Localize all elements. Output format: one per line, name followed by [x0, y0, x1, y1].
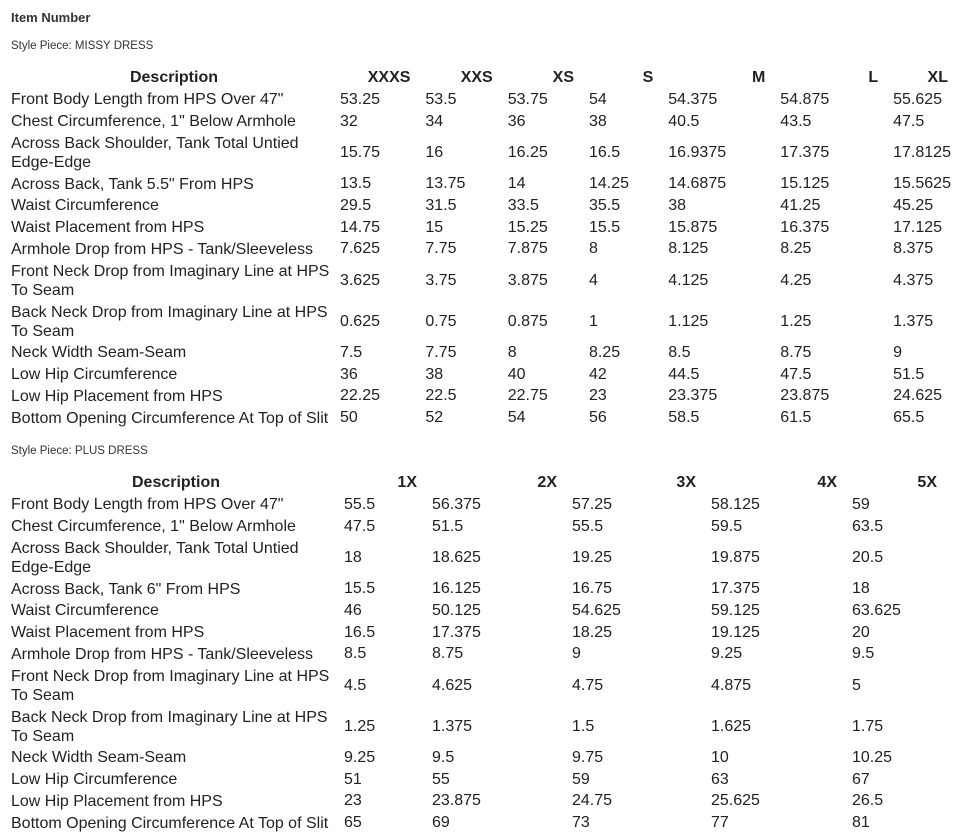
- measurement-value: 47.5: [780, 365, 812, 383]
- measurement-value: 19.875: [711, 548, 760, 566]
- measurement-description: Front Neck Drop from Imaginary Line at HPS To Seam: [11, 262, 330, 299]
- measurement-value: 63.5: [852, 517, 884, 535]
- measurement-value: 59.125: [711, 601, 760, 619]
- measurement-value: 45.25: [893, 196, 934, 214]
- measurement-value: 38: [425, 365, 444, 383]
- table-row: [8, 706, 949, 747]
- measurement-value: 8.125: [668, 240, 709, 258]
- measurement-value: 53.25: [339, 90, 380, 108]
- table-row: [8, 342, 960, 364]
- measurement-value: 22.5: [425, 387, 457, 405]
- measurement-value: 54.625: [572, 601, 621, 619]
- table-row: [8, 89, 960, 111]
- measurement-value: 1.25: [344, 717, 376, 735]
- table-row: [8, 747, 949, 769]
- measurement-value: 10.25: [852, 748, 893, 766]
- measurement-value: 15.125: [780, 175, 830, 193]
- table-row: [8, 537, 949, 578]
- table-row: [8, 132, 960, 173]
- measurement-value: 67: [852, 770, 870, 788]
- measurement-value: 14: [507, 175, 526, 193]
- measurement-value: 19.125: [711, 623, 760, 641]
- size-column-header: S: [642, 69, 654, 86]
- measurement-value: 0.625: [339, 312, 380, 330]
- size-column-header: 1X: [397, 474, 417, 491]
- measurement-value: 17.8125: [893, 143, 951, 161]
- missy-size-table: [8, 67, 960, 429]
- measurement-value: 17.375: [432, 623, 481, 641]
- measurement-value: 31.5: [425, 196, 457, 214]
- plus-size-table: [8, 472, 949, 834]
- measurement-value: 43.5: [780, 112, 812, 130]
- measurement-value: 18: [344, 548, 362, 566]
- measurement-description: Waist Circumference: [11, 602, 159, 620]
- measurement-value: 5: [852, 676, 861, 694]
- size-column-header: XXS: [460, 69, 493, 86]
- measurement-value: 63.625: [852, 601, 901, 619]
- measurement-value: 4.5: [344, 676, 367, 694]
- table-row: [8, 516, 949, 538]
- size-column-header: 3X: [676, 474, 696, 491]
- size-column-header: 5X: [917, 474, 937, 491]
- measurement-value: 55.5: [344, 495, 376, 513]
- measurement-value: 42: [588, 365, 607, 383]
- measurement-value: 4.875: [711, 676, 752, 694]
- table-row: [8, 494, 949, 516]
- measurement-description: Back Neck Drop from Imaginary Line at HPS To Seam: [11, 708, 328, 745]
- measurement-description: Waist Placement from HPS: [11, 219, 205, 237]
- measurement-value: 18: [852, 580, 870, 598]
- measurement-description: Across Back Shoulder, Tank Total Untied Edge-Edge: [11, 134, 299, 171]
- table-row: [8, 812, 949, 834]
- measurement-value: 18.25: [572, 623, 613, 641]
- table-row: [8, 238, 960, 260]
- measurement-value: 23: [588, 387, 607, 405]
- measurement-value: 40.5: [668, 112, 700, 130]
- measurement-value: 55.625: [893, 90, 943, 108]
- measurement-description: Neck Width Seam-Seam: [11, 344, 187, 362]
- measurement-value: 0.75: [425, 312, 457, 330]
- measurement-value: 69: [432, 814, 450, 832]
- measurement-value: 51: [344, 770, 362, 788]
- measurement-value: 22.25: [339, 387, 380, 405]
- measurement-value: 38: [668, 196, 687, 214]
- measurement-description: Neck Width Seam-Seam: [11, 749, 187, 767]
- measurement-value: 1.75: [852, 717, 884, 735]
- measurement-description: Back Neck Drop from Imaginary Line at HPS To Seam: [11, 303, 328, 340]
- measurement-value: 54: [588, 90, 607, 108]
- measurement-value: 51.5: [432, 517, 464, 535]
- measurement-value: 59: [852, 495, 870, 513]
- description-column-header: Description: [129, 69, 218, 86]
- measurement-value: 1: [588, 312, 598, 330]
- measurement-value: 56.375: [432, 495, 481, 513]
- table-row: [8, 665, 949, 706]
- measurement-value: 57.25: [572, 495, 613, 513]
- measurement-value: 19.25: [572, 548, 613, 566]
- measurement-value: 3.875: [507, 271, 548, 289]
- measurement-value: 15.75: [339, 143, 380, 161]
- table-row: [8, 364, 960, 386]
- measurement-value: 8: [507, 343, 517, 361]
- measurement-value: 18.625: [432, 548, 481, 566]
- measurement-description: Front Neck Drop from Imaginary Line at HPS To Seam: [11, 667, 330, 704]
- measurement-value: 41.25: [780, 196, 821, 214]
- measurement-value: 54: [507, 409, 526, 427]
- measurement-value: 16.375: [780, 218, 830, 236]
- measurement-value: 26.5: [852, 792, 884, 810]
- measurement-description: Front Body Length from HPS Over 47": [11, 91, 284, 109]
- plus-header-row: [8, 472, 949, 494]
- measurement-value: 25.625: [711, 792, 760, 810]
- measurement-value: 40: [507, 365, 526, 383]
- measurement-description: Across Back, Tank 6" From HPS: [11, 580, 241, 598]
- measurement-value: 65: [344, 814, 362, 832]
- measurement-value: 35.5: [588, 196, 621, 214]
- measurement-description: Chest Circumference, 1" Below Armhole: [11, 518, 296, 536]
- measurement-value: 1.625: [711, 717, 752, 735]
- measurement-value: 17.375: [780, 143, 830, 161]
- measurement-value: 36: [507, 112, 526, 130]
- measurement-value: 16.5: [588, 143, 621, 161]
- measurement-value: 13.5: [339, 175, 372, 193]
- measurement-value: 56: [588, 409, 607, 427]
- table-row: [8, 111, 960, 133]
- measurement-value: 16.75: [572, 580, 613, 598]
- measurement-description: Armhole Drop from HPS - Tank/Sleeveless: [11, 645, 314, 663]
- measurement-value: 17.375: [711, 580, 760, 598]
- table-row: [8, 407, 960, 429]
- measurement-value: 8.5: [668, 343, 691, 361]
- measurement-value: 73: [572, 814, 590, 832]
- measurement-value: 22.75: [507, 387, 548, 405]
- missy-table-body: [8, 89, 960, 429]
- table-row: [8, 195, 960, 217]
- measurement-value: 61.5: [780, 409, 812, 427]
- plus-table-body: [8, 494, 949, 834]
- measurement-value: 1.375: [893, 312, 934, 330]
- missy-header-row: [8, 67, 960, 89]
- measurement-description: Low Hip Placement from HPS: [11, 792, 223, 810]
- measurement-value: 4.375: [893, 271, 934, 289]
- measurement-value: 7.625: [339, 240, 380, 258]
- measurement-value: 8: [588, 240, 598, 258]
- measurement-description: Armhole Drop from HPS - Tank/Sleeveless: [11, 240, 314, 258]
- measurement-value: 4.75: [572, 676, 604, 694]
- measurement-description: Across Back, Tank 5.5" From HPS: [11, 175, 254, 193]
- table-row: [8, 260, 960, 301]
- measurement-value: 16.9375: [668, 143, 727, 161]
- measurement-description: Low Hip Placement from HPS: [11, 387, 223, 405]
- measurement-value: 38: [588, 112, 607, 130]
- table-row: [8, 643, 949, 665]
- size-column-header: XXXS: [367, 69, 411, 86]
- measurement-value: 16.25: [507, 143, 548, 161]
- measurement-description: Low Hip Circumference: [11, 771, 178, 789]
- table-row: [8, 578, 949, 600]
- table-row: [8, 622, 949, 644]
- measurement-value: 8.5: [344, 645, 367, 663]
- measurement-value: 9.5: [432, 748, 455, 766]
- table-row: [8, 386, 960, 408]
- measurement-value: 14.6875: [668, 175, 727, 193]
- measurement-value: 20: [852, 623, 870, 641]
- measurement-value: 15.5625: [893, 175, 951, 193]
- measurement-value: 7.5: [339, 343, 363, 361]
- measurement-value: 16.125: [432, 580, 481, 598]
- measurement-value: 24.625: [893, 387, 943, 405]
- measurement-value: 55: [432, 770, 450, 788]
- measurement-description: Waist Circumference: [11, 197, 159, 215]
- measurement-value: 8.75: [432, 645, 464, 663]
- measurement-value: 54.875: [780, 90, 830, 108]
- size-column-header: XL: [927, 69, 948, 86]
- size-column-header: 2X: [537, 474, 557, 491]
- measurement-description: Waist Placement from HPS: [11, 624, 205, 642]
- style-piece-missy-label: Style Piece: MISSY DRESS: [11, 40, 154, 52]
- measurement-value: 54.375: [668, 90, 718, 108]
- measurement-value: 23.875: [432, 792, 481, 810]
- measurement-value: 58.5: [668, 409, 700, 427]
- measurement-description: Low Hip Circumference: [11, 366, 178, 384]
- measurement-value: 1.5: [572, 717, 595, 735]
- measurement-value: 15.5: [344, 580, 376, 598]
- measurement-description: Front Body Length from HPS Over 47": [11, 496, 284, 514]
- measurement-value: 15.25: [507, 218, 548, 236]
- measurement-value: 1.125: [668, 312, 709, 330]
- measurement-value: 33.5: [507, 196, 539, 214]
- measurement-value: 17.125: [893, 218, 943, 236]
- measurement-value: 1.375: [432, 717, 473, 735]
- table-row: [8, 173, 960, 195]
- measurement-value: 16.5: [344, 623, 376, 641]
- table-row: [8, 217, 960, 239]
- measurement-value: 8.375: [893, 240, 934, 258]
- measurement-value: 9.25: [711, 645, 743, 663]
- measurement-value: 9: [893, 343, 903, 361]
- measurement-value: 3.625: [339, 271, 380, 289]
- measurement-value: 4.25: [780, 271, 812, 289]
- measurement-value: 8.25: [588, 343, 621, 361]
- measurement-value: 9.75: [572, 748, 604, 766]
- measurement-value: 4: [588, 271, 598, 289]
- measurement-value: 3.75: [425, 271, 457, 289]
- size-column-header: XS: [552, 69, 574, 86]
- measurement-value: 50.125: [432, 601, 481, 619]
- measurement-value: 47.5: [893, 112, 925, 130]
- measurement-description: Across Back Shoulder, Tank Total Untied Edge-Edge: [11, 539, 299, 576]
- size-column-header: M: [751, 69, 766, 86]
- measurement-description: Bottom Opening Circumference At Top of Slit: [11, 409, 329, 427]
- measurement-value: 81: [852, 814, 870, 832]
- measurement-value: 59.5: [711, 517, 743, 535]
- measurement-value: 23.875: [780, 387, 830, 405]
- measurement-value: 24.75: [572, 792, 613, 810]
- measurement-value: 58.125: [711, 495, 760, 513]
- measurement-value: 59: [572, 770, 590, 788]
- measurement-value: 0.875: [507, 312, 548, 330]
- measurement-description: Chest Circumference, 1" Below Armhole: [11, 113, 296, 131]
- measurement-value: 34: [425, 112, 444, 130]
- measurement-value: 4.125: [668, 271, 709, 289]
- measurement-value: 15.875: [668, 218, 718, 236]
- table-row: [8, 791, 949, 813]
- item-number-heading: Item Number: [11, 10, 91, 25]
- measurement-description: Bottom Opening Circumference At Top of Slit: [11, 814, 329, 832]
- measurement-value: 15: [425, 218, 444, 236]
- measurement-value: 7.75: [425, 240, 457, 258]
- measurement-value: 20.5: [852, 548, 884, 566]
- measurement-value: 23.375: [668, 387, 718, 405]
- measurement-value: 36: [339, 365, 358, 383]
- measurement-value: 51.5: [893, 365, 925, 383]
- measurement-value: 50: [339, 409, 358, 427]
- style-piece-plus-label: Style Piece: PLUS DRESS: [11, 445, 148, 457]
- measurement-value: 53.5: [425, 90, 457, 108]
- measurement-value: 65.5: [893, 409, 925, 427]
- measurement-value: 4.625: [432, 676, 473, 694]
- measurement-value: 9.25: [344, 748, 376, 766]
- measurement-value: 14.25: [588, 175, 630, 193]
- measurement-value: 63: [711, 770, 729, 788]
- measurement-value: 9: [572, 645, 581, 663]
- measurement-value: 9.5: [852, 645, 875, 663]
- description-column-header: Description: [131, 474, 220, 491]
- measurement-value: 1.25: [780, 312, 812, 330]
- measurement-value: 7.75: [425, 343, 457, 361]
- measurement-value: 13.75: [425, 175, 466, 193]
- measurement-value: 16: [425, 143, 444, 161]
- measurement-value: 29.5: [339, 196, 372, 214]
- table-row: [8, 301, 960, 342]
- measurement-value: 10: [711, 748, 729, 766]
- measurement-value: 77: [711, 814, 729, 832]
- measurement-value: 55.5: [572, 517, 604, 535]
- measurement-value: 44.5: [668, 365, 700, 383]
- measurement-value: 32: [339, 112, 358, 130]
- measurement-value: 47.5: [344, 517, 376, 535]
- size-column-header: L: [868, 69, 879, 86]
- measurement-value: 8.25: [780, 240, 812, 258]
- measurement-value: 23: [344, 792, 362, 810]
- table-row: [8, 769, 949, 791]
- measurement-value: 46: [344, 601, 362, 619]
- measurement-value: 15.5: [588, 218, 621, 236]
- size-column-header: 4X: [817, 474, 837, 491]
- measurement-value: 53.75: [507, 90, 548, 108]
- measurement-value: 52: [425, 409, 444, 427]
- measurement-value: 8.75: [780, 343, 812, 361]
- table-row: [8, 600, 949, 622]
- measurement-value: 14.75: [339, 218, 380, 236]
- measurement-value: 7.875: [507, 240, 548, 258]
